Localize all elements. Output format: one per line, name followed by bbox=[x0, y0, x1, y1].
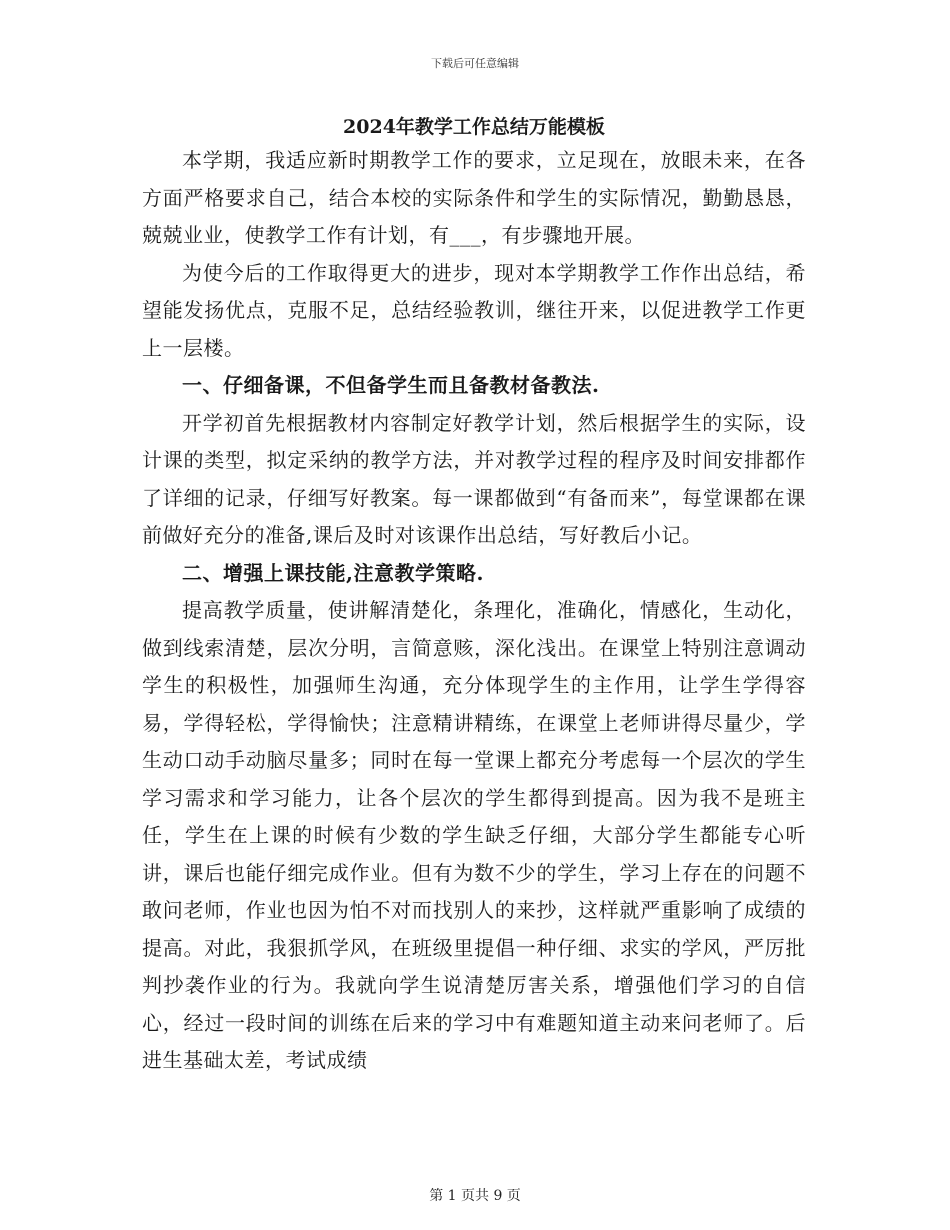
document-title: 2024年教学工作总结万能模板 bbox=[343, 116, 605, 138]
section-heading-1: 一、仔细备课，不但备学生而且备教材备教法. bbox=[182, 373, 600, 397]
section-heading-2: 二、增强上课技能,注意教学策略. bbox=[182, 560, 484, 585]
document-body bbox=[142, 112, 806, 1080]
paragraph-section-1: 开学初首先根据教材内容制定好教学计划，然后根据学生的实际，设计课的类型，拟定采纳的教学方法，并对教学过程的程序及时间安排都作了详细的记录，仔细写好教案。每一课都做到“有备而来”，每堂课都在课前做好充分的准备,课后及时对该课作出总结，写好教后小记。 bbox=[142, 410, 806, 547]
header-note: 下载后可任意编辑 bbox=[431, 57, 519, 70]
paragraph-purpose: 为使今后的工作取得更大的进步，现对本学期教学工作作出总结，希望能发扬优点，克服不足，总结经验教训，继往开来，以促进教学工作更上一层楼。 bbox=[142, 260, 806, 360]
paragraph-section-2: 提高教学质量，使讲解清楚化，条理化，准确化，情感化，生动化，做到线索清楚，层次分明，言简意赅，深化浅出。在课堂上特别注意调动学生的积极性，加强师生沟通，充分体现学生的主作用，让学生学得容易，学得轻松，学得愉快；注意精讲精练，在课堂上老师讲得尽量少，学生动口动手动脑尽量多；同时在每一堂课上都充分考虑每一个层次的学生学习需求和学习能力，让各个层次的学生都得到提高。因为我不是班主任，学生在上课的时候有少数的学生缺乏仔细，大部分学生都能专心听讲，课后也能仔细完成作业。但有为数不少的学生，学习上存在的问题不敢问老师，作业也因为怕不对而找别人的来抄，这样就严重影响了成绩的提高。对此，我狠抓学风，在班级里提倡一种仔细、求实的学风，严厉批判抄袭作业的行为。我就向学生说清楚厉害关系，增强他们学习的自信心，经过一段时间的训练在后来的学习中有难题知道主动来问老师了。后进生基础太差，考试成绩 bbox=[142, 598, 806, 1072]
page-number-footer: 第 1 页共 9 页 bbox=[429, 1188, 521, 1204]
paragraph-intro: 本学期，我适应新时期教学工作的要求，立足现在，放眼未来，在各方面严格要求自己，结合本校的实际条件和学生的实际情况，勤勤恳恳，兢兢业业，使教学工作有计划，有___，有步骤地开展。 bbox=[142, 148, 806, 247]
